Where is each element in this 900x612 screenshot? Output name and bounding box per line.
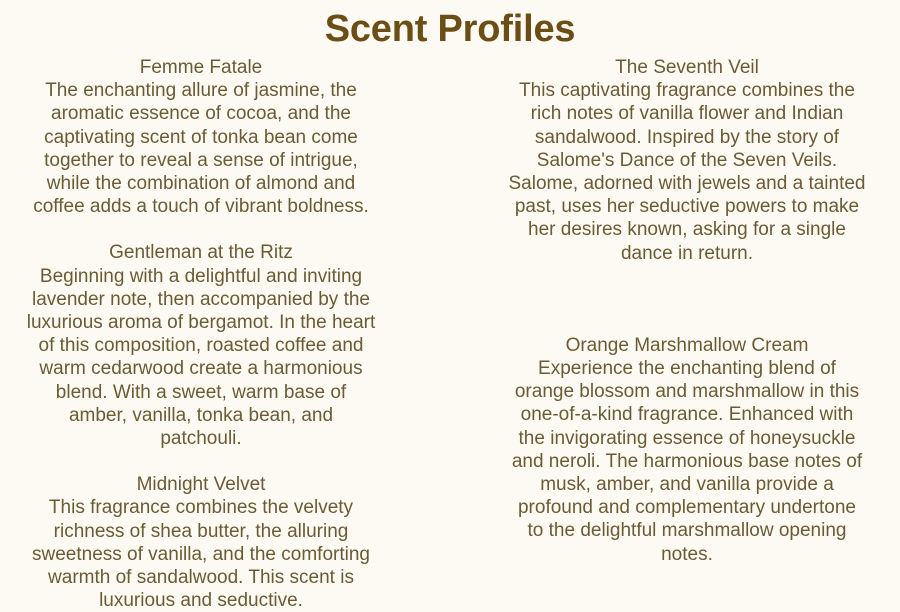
scent-columns (0, 51, 900, 612)
scent-block-midnight-velvet (26, 473, 376, 612)
scent-name: The Seventh Veil (615, 57, 759, 78)
scent-block-femme-fatale (26, 56, 376, 218)
scent-description: Experience the enchanting blend of orange blossom and marshmallow in this one-of-a-kind fragrance. Enhanced with the invigorating essence of honeysuckle and neroli. The harmonious base notes of musk, amber, and vanilla provide a profound and complementary undertone to the delightful marshmallow opening notes. (511, 358, 863, 565)
scent-name: Femme Fatale (139, 57, 263, 78)
block-spacer (26, 218, 376, 241)
scent-block-the-seventh-veil (508, 56, 866, 265)
scent-description: The enchanting allure of jasmine, the aromatic essence of cocoa, and the captivating scent of tonka bean come together to reveal a sense of intrigue, while the combination of almond and coffee adds a touch of vibrant boldness. (33, 80, 369, 218)
block-spacer (26, 450, 376, 473)
scent-name: Orange Marshmallow Cream (565, 334, 809, 356)
scent-column-left (26, 56, 376, 612)
scent-description: Beginning with a delightful and inviting lavender note, then accompanied by the luxurious aroma of bergamot. In the heart of this composition, roasted coffee and warm cedarwood create a harmonious blend. With a sweet, warm base of amber, vanilla, tonka bean, and patchouli. (26, 265, 376, 450)
scent-name: Gentleman at the Ritz (109, 242, 293, 264)
block-spacer (508, 265, 866, 334)
scent-block-orange-marshmallow-cream (508, 334, 866, 566)
scent-name: Midnight Velvet (136, 474, 266, 496)
scent-description: This captivating fragrance combines the rich notes of vanilla flower and Indian sandalwood. Inspired by the story of Salome's Dance of the Seven Veils. Salome, adorned with jewels and a tainted past, uses her seductive powers to make her desires known, asking for a single dance in return. (508, 80, 866, 264)
scent-block-gentleman-at-the-ritz (26, 241, 376, 450)
scent-column-right (508, 56, 866, 566)
scent-description: This fragrance combines the velvety richness of shea butter, the alluring sweetness of vanilla, and the comforting warmth of sandalwood. This scent is luxurious and seductive. (32, 497, 370, 612)
page-title: Scent Profiles (324, 8, 576, 50)
